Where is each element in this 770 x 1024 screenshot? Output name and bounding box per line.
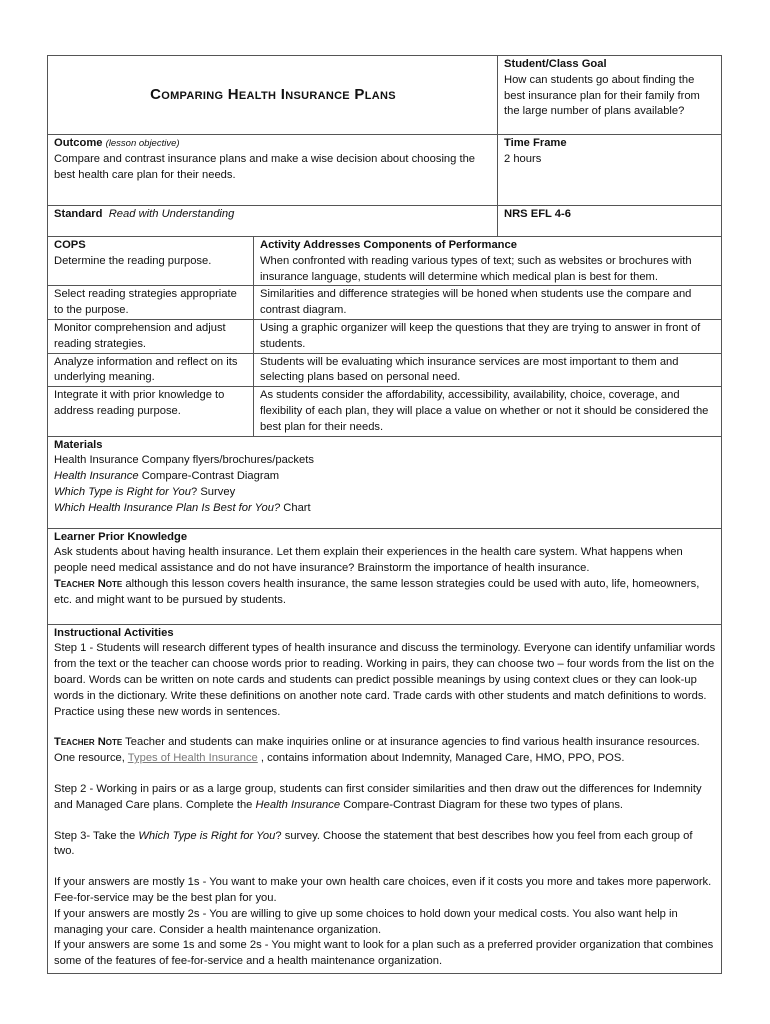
survey-answer-3: If your answers are some 1s and some 2s - You might want to look for a plan such as a preferred provider organization that combines some of the features of fee-for-service and a health maintenance organization. <box>54 939 714 968</box>
instructional-row <box>48 625 721 973</box>
cops-header: COPS <box>54 239 86 251</box>
materials-item: Which Type is Right for You? Survey <box>54 485 236 498</box>
standard-cell <box>48 206 498 236</box>
activity-item: Similarities and difference strategies will be honed when students use the compare and contrast diagram. <box>260 288 692 317</box>
cops-row <box>48 320 721 354</box>
prior-knowledge-cell <box>48 529 721 624</box>
cops-row <box>48 354 721 388</box>
standard-value: Read with Understanding <box>108 208 235 220</box>
activity-item: Students will be evaluating which insurance services are most important to them and selecting plans based on personal need. <box>260 355 679 384</box>
activity-cell <box>254 237 721 285</box>
materials-label: Materials <box>54 438 103 451</box>
cops-item: Analyze information and reflect on its underlying meaning. <box>48 354 254 387</box>
page-title: Comparing Health Insurance Plans <box>150 85 396 103</box>
survey-answer-1: If your answers are mostly 1s - You want to make your own health care choices, even if it costs you more and takes more paperwork. Fee-for-service may be the best plan for you. <box>54 876 712 904</box>
cops-cell <box>48 237 254 285</box>
activity-item: Using a graphic organizer will keep the questions that they are trying to answer in front of students. <box>260 321 701 350</box>
outcome-row <box>48 135 721 206</box>
instructional-cell <box>48 625 721 973</box>
outcome-sub-label: (lesson objective) <box>105 138 180 149</box>
materials-row <box>48 437 721 529</box>
step-3: Step 3- Take the Which Type is Right for You? survey. Choose the statement that best describes how you feel from each group of two. <box>54 829 693 858</box>
lesson-plan-table <box>47 55 722 974</box>
materials-item: Health Insurance Compare-Contrast Diagram <box>54 470 280 483</box>
prior-knowledge-text: Ask students about having health insurance. Let them explain their experiences in the health care system. What happens when people need medical assistance and do not have insurance? Brainstorm the importance of health insurance. <box>54 546 683 575</box>
materials-cell <box>48 437 721 528</box>
outcome-label: Outcome <box>54 137 103 149</box>
teacher-note: Teacher Note Teacher and students can make inquiries online or at insurance agencies to find various health insurance resources. One resource, Types of Health Insurance , contains information about Indemnity, Managed Care, HMO, PPO, POS. <box>54 736 700 765</box>
goal-cell <box>498 56 721 134</box>
time-frame-value: 2 hours <box>504 152 542 165</box>
standard-row <box>48 206 721 237</box>
cops-item: Determine the reading purpose. <box>54 254 212 267</box>
step-2: Step 2 - Working in pairs or as a large group, students can first consider similarities and then draw out the differences for Indemnity and Managed Care plans. Complete the Health Insurance Compare-Contrast Diagram for these two types of plans. <box>54 782 702 811</box>
outcome-cell <box>48 135 498 205</box>
step-1: Step 1 - Students will research different types of health insurance and discuss the terminology. Everyone can identify unfamiliar words from the text or the teacher can choose words prior to reading. Working in pairs, they can choose two – four words from the list on the board. Words can be written on note cards and students can predict possible meanings by using context clues or they can look-up words in the dictionary. Write these definitions on another note card. Trade cards with other students and match definitions to words. Practice using these new words in sentences. <box>54 642 716 718</box>
instructional-label: Instructional Activities <box>54 626 174 639</box>
goal-label: Student/Class Goal <box>504 58 607 70</box>
time-frame-label: Time Frame <box>504 137 567 149</box>
survey-answer-2: If your answers are mostly 2s - You are willing to give up some choices to hold down your medical costs. You also want help in managing your care. Consider a health maintenance organization. <box>54 907 678 936</box>
cops-row <box>48 286 721 320</box>
types-of-health-insurance-link[interactable]: Types of Health Insurance <box>127 752 258 765</box>
cops-item: Monitor comprehension and adjust reading strategies. <box>48 320 254 353</box>
outcome-text: Compare and contrast insurance plans and make a wise decision about choosing the best health care plan for their needs. <box>54 152 476 181</box>
activity-item: When confronted with reading various types of text; such as websites or brochures with insurance language, students will determine which medical plan is best for them. <box>260 254 692 283</box>
prior-knowledge-row <box>48 529 721 625</box>
cops-row <box>48 237 721 286</box>
nrs-level: NRS EFL 4-6 <box>504 208 571 220</box>
time-frame-cell <box>498 135 721 205</box>
teacher-note: Teacher Note although this lesson covers health insurance, the same lesson strategies could be used with auto, life, homeowners, etc. and might want to be pursued by students. <box>54 577 700 606</box>
header-row <box>48 56 721 135</box>
materials-item: Health Insurance Company flyers/brochures/packets <box>54 454 314 467</box>
cops-item: Select reading strategies appropriate to the purpose. <box>48 286 254 319</box>
standard-label: Standard <box>54 208 103 220</box>
cops-row <box>48 387 721 436</box>
goal-text: How can students go about finding the best insurance plan for their family from the large number of plans available? <box>504 73 700 118</box>
activity-header: Activity Addresses Components of Performance <box>260 239 517 251</box>
prior-knowledge-label: Learner Prior Knowledge <box>54 530 188 543</box>
activity-item: As students consider the affordability, accessibility, availability, choice, coverage, and flexibility of each plan, they will place a value on whether or not it should be considered the best plan for their needs. <box>260 389 709 433</box>
cops-item: Integrate it with prior knowledge to address reading purpose. <box>48 387 254 435</box>
materials-item: Which Health Insurance Plan Is Best for You? Chart <box>54 501 311 514</box>
title-cell <box>48 56 498 134</box>
